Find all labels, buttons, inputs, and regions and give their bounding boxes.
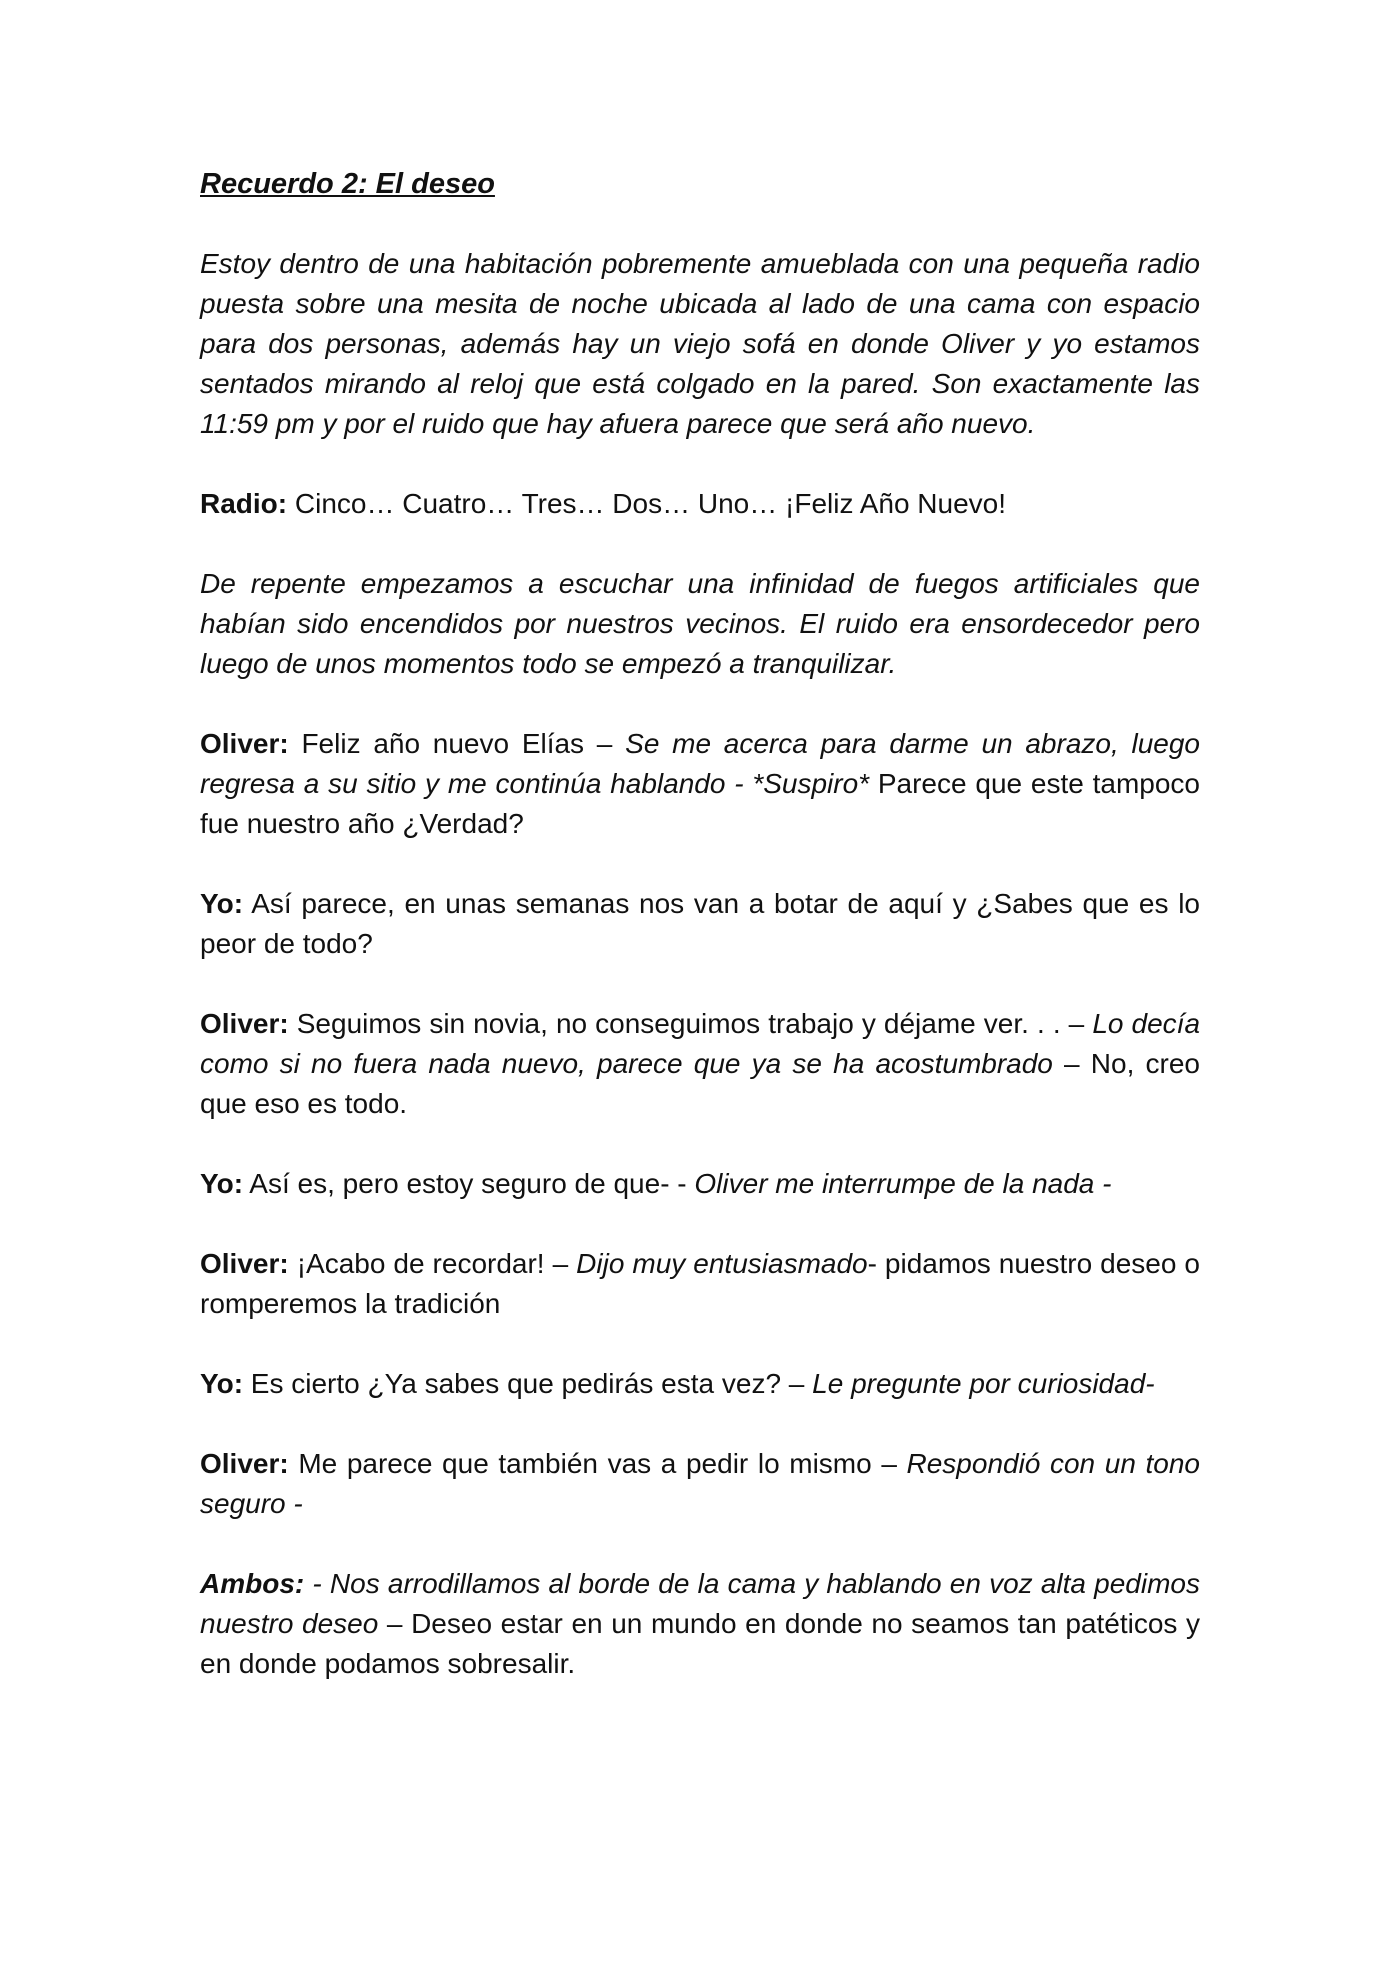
dialogue-yo	[200, 884, 1200, 964]
document-page	[200, 164, 1200, 1724]
dialogue-text: - pidamos nuestro deseo o romperemos la tradición	[200, 1248, 1200, 1319]
dialogue-text: Así parece, en unas semanas nos van a botar de aquí y ¿Sabes que es lo peor de todo?	[200, 888, 1200, 959]
dialogue-oliver	[200, 724, 1200, 844]
dialogue-text: Es cierto ¿Ya sabes que pedirás esta vez? –	[243, 1368, 813, 1399]
dialogue-text: – Deseo estar en un mundo en donde no seamos tan patéticos y en donde podamos sobresalir.	[200, 1608, 1200, 1679]
dialogue-text: ¡Acabo de recordar! –	[288, 1248, 577, 1279]
speaker-label: Oliver:	[200, 728, 289, 759]
stage-direction: Lo decía como si no fuera nada nuevo, parece que ya se ha acostumbrado	[200, 1008, 1201, 1079]
speaker-label: Ambos:	[200, 1568, 305, 1599]
dialogue-text: Parece que este tampoco fue nuestro año ¿Verdad?	[200, 768, 1200, 839]
dialogue-text: Seguimos sin novia, no conseguimos trabajo y déjame ver. . . –	[288, 1008, 1093, 1039]
dialogue-radio	[200, 484, 1200, 524]
dialogue-oliver	[200, 1004, 1200, 1124]
speaker-label: Oliver:	[200, 1008, 289, 1039]
dialogue-text: – No, creo que eso es todo.	[200, 1048, 1201, 1119]
speaker-label: Yo:	[200, 1168, 244, 1199]
narration-paragraph: Estoy dentro de una habitación pobremente amueblada con una pequeña radio puesta sobre una mesita de noche ubicada al lado de una cama con espacio para dos personas, además hay un viejo sofá en donde Oliver y yo estamos sentados mirando al reloj que está colgado en la pared. Son exactamente las 11:59 pm y por el ruido que hay afuera parece que será año nuevo.	[200, 248, 1200, 439]
dialogue-yo	[200, 1164, 1200, 1204]
memory-heading: Recuerdo 2: El deseo	[200, 168, 495, 200]
speaker-label: Oliver:	[200, 1448, 289, 1479]
dialogue-oliver	[200, 1244, 1200, 1324]
dialogue-ambos	[200, 1564, 1200, 1684]
speaker-label: Radio:	[200, 488, 288, 519]
dialogue-text: Feliz año nuevo Elías –	[288, 728, 626, 759]
narration-paragraph: De repente empezamos a escuchar una infinidad de fuegos artificiales que habían sido encendidos por nuestros vecinos. El ruido era ensordecedor pero luego de unos momentos todo se empezó a tranquilizar.	[200, 568, 1200, 679]
dialogue-text: Cinco… Cuatro… Tres… Dos… Uno… ¡Feliz Año Nuevo!	[287, 488, 1007, 519]
speaker-label: Yo:	[200, 1368, 244, 1399]
stage-direction: Se me acerca para darme un abrazo, luego regresa a su sitio y me continúa hablando - *Suspiro*	[200, 728, 1201, 799]
stage-direction: Oliver me interrumpe de la nada -	[694, 1168, 1112, 1199]
stage-direction: Respondió con un tono seguro -	[200, 1448, 1200, 1519]
dialogue-oliver	[200, 1444, 1200, 1524]
speaker-label: Oliver:	[200, 1248, 289, 1279]
stage-direction: Le pregunte por curiosidad-	[812, 1368, 1155, 1399]
stage-direction: - Nos arrodillamos al borde de la cama y hablando en voz alta pedimos nuestro deseo	[200, 1568, 1200, 1639]
stage-direction: Dijo muy entusiasmado	[576, 1248, 868, 1279]
dialogue-yo	[200, 1364, 1200, 1404]
speaker-label: Yo:	[200, 888, 244, 919]
dialogue-text: Me parece que también vas a pedir lo mismo –	[288, 1448, 907, 1479]
dialogue-text: Así es, pero estoy seguro de que- -	[243, 1168, 695, 1199]
